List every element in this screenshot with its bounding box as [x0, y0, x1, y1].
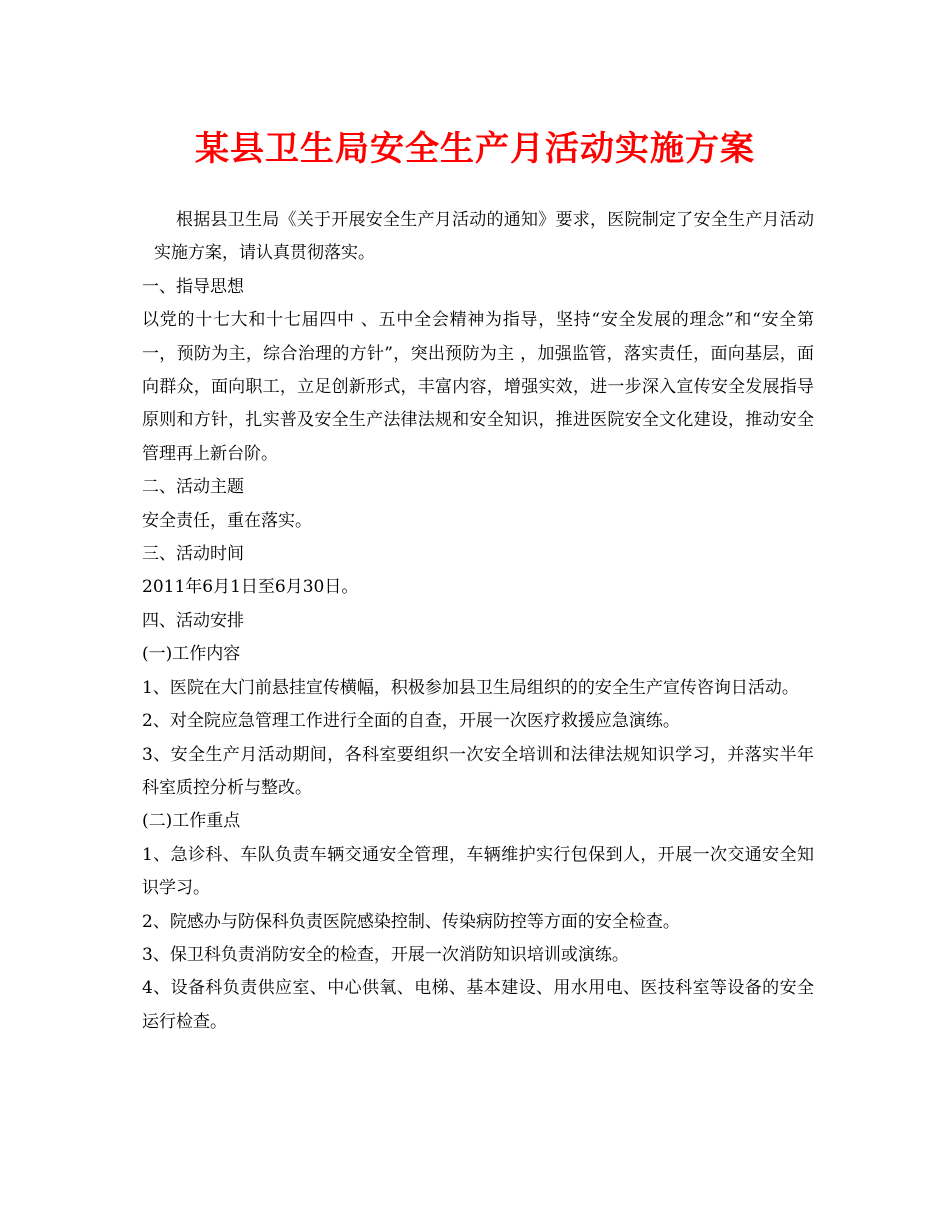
list-item-work-focus-3: 3、保卫科负责消防安全的检查，开展一次消防知识培训或演练。 [142, 944, 629, 965]
document-body [142, 204, 814, 1039]
section-heading-activity-theme: 二、活动主题 [142, 477, 244, 498]
list-item-work-content-1: 1、医院在大门前悬挂宣传横幅，积极参加县卫生局组织的的安全生产宣传咨询日活动。 [142, 677, 799, 698]
list-item-work-focus-4: 4、设备科负责供应室、中心供氧、电梯、基本建设、用水用电、医技科室等设备的安全运行检查。 [142, 978, 814, 1032]
list-item-work-focus-1: 1、急诊科、车队负责车辆交通安全管理，车辆维护实行包保到人，开展一次交通安全知识学习。 [142, 844, 814, 899]
list-item-work-focus-2: 2、院感办与防保科负责医院感染控制、传染病防控等方面的安全检查。 [142, 911, 680, 932]
intro-paragraph: 根据县卫生局《关于开展安全生产月活动的通知》要求，医院制定了安全生产月活动实施方案，请认真贯彻落实。 [154, 210, 814, 264]
list-item-work-content-3: 3、安全生产月活动期间，各科室要组织一次安全培训和法律法规知识学习，并落实半年科室质控分析与整改。 [142, 744, 814, 798]
subheading-work-focus: (二)工作重点 [142, 811, 241, 832]
paragraph-guiding-ideology: 以党的十七大和十七届四中 、五中全会精神为指导，坚持“安全发展的理念”和“安全第一，预防为主，综合治理的方针”，突出预防为主 ，加强监管，落实责任，面向基层，面向群众，面向职工，立足创新形式，丰富内容，增强实效，进一步深入宣传安全发展指导原则和方针，扎实普及安全生产法律法规和安全知识，推进医院安全文化建设，推动安全管理再上新台阶。 [142, 310, 814, 464]
section-heading-guiding-ideology: 一、指导思想 [142, 276, 244, 297]
section-heading-activity-arrangement: 四、活动安排 [142, 610, 244, 631]
document-title: 某县卫生局安全生产月活动实施方案 [195, 129, 755, 169]
list-item-work-content-2: 2、对全院应急管理工作进行全面的自查，开展一次医疗救援应急演练。 [142, 711, 680, 732]
subheading-work-content: (一)工作内容 [142, 644, 241, 665]
paragraph-activity-theme: 安全责任，重在落实。 [142, 510, 312, 531]
paragraph-activity-time: 2011年6月1日至6月30日。 [142, 577, 359, 598]
section-heading-activity-time: 三、活动时间 [142, 544, 244, 565]
